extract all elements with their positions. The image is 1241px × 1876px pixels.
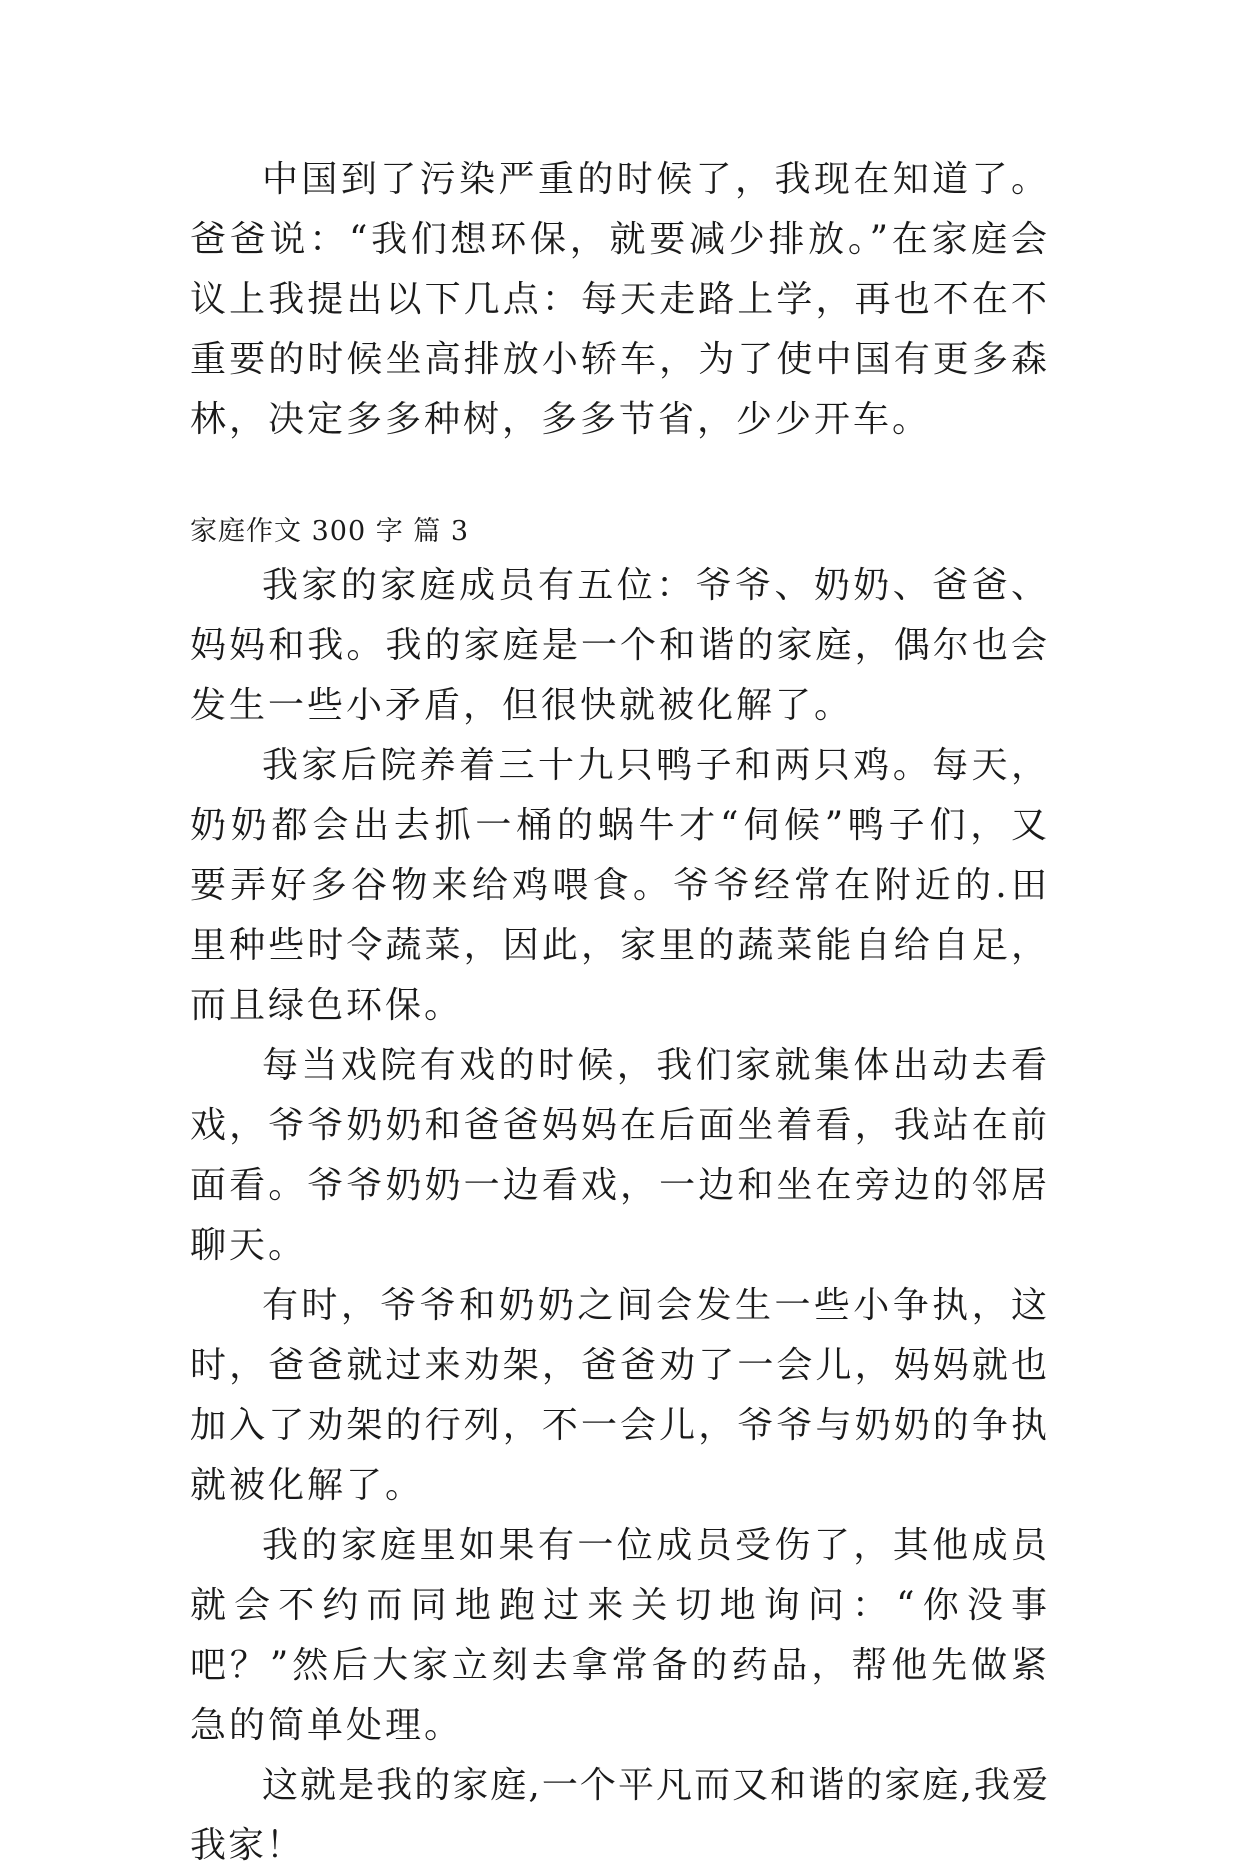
paragraph-disputes: 有时，爷爷和奶奶之间会发生一些小争执，这时，爸爸就过来劝架，爸爸劝了一会儿，妈妈就也加入了劝架的行列，不一会儿，爷爷与奶奶的争执就被化解了。 <box>190 1285 1050 1506</box>
paragraph-conclusion: 这就是我的家庭,一个平凡而又和谐的家庭,我爱我家！ <box>190 1765 1050 1866</box>
document-page <box>190 150 1050 1876</box>
paragraph-injury-care: 我的家庭里如果有一位成员受伤了，其他成员就会不约而同地跑过来关切地询问：“你没事吧？”然后大家立刻去拿常备的药品，帮他先做紧急的简单处理。 <box>190 1525 1050 1746</box>
paragraph-backyard: 我家后院养着三十九只鸭子和两只鸡。每天，奶奶都会出去抓一桶的蜗牛才“伺候”鸭子们，又要弄好多谷物来给鸡喂食。爷爷经常在附近的.田里种些时令蔬菜，因此，家里的蔬菜能自给自足，而且绿色环保。 <box>190 745 1050 1026</box>
paragraph-theater: 每当戏院有戏的时候，我们家就集体出动去看戏，爷爷奶奶和爸爸妈妈在后面坐着看，我站在前面看。爷爷奶奶一边看戏，一边和坐在旁边的邻居聊天。 <box>190 1045 1050 1266</box>
section-title: 家庭作文 300 字 篇 3 <box>190 516 470 547</box>
intro-paragraph: 中国到了污染严重的时候了，我现在知道了。爸爸说：“我们想环保，就要减少排放。”在家庭会议上我提出以下几点：每天走路上学，再也不在不重要的时候坐高排放小轿车，为了使中国有更多森林，决定多多种树，多多节省，少少开车。 <box>190 159 1050 440</box>
paragraph-family-members: 我家的家庭成员有五位：爷爷、奶奶、爸爸、妈妈和我。我的家庭是一个和谐的家庭，偶尔也会发生一些小矛盾，但很快就被化解了。 <box>190 565 1050 726</box>
